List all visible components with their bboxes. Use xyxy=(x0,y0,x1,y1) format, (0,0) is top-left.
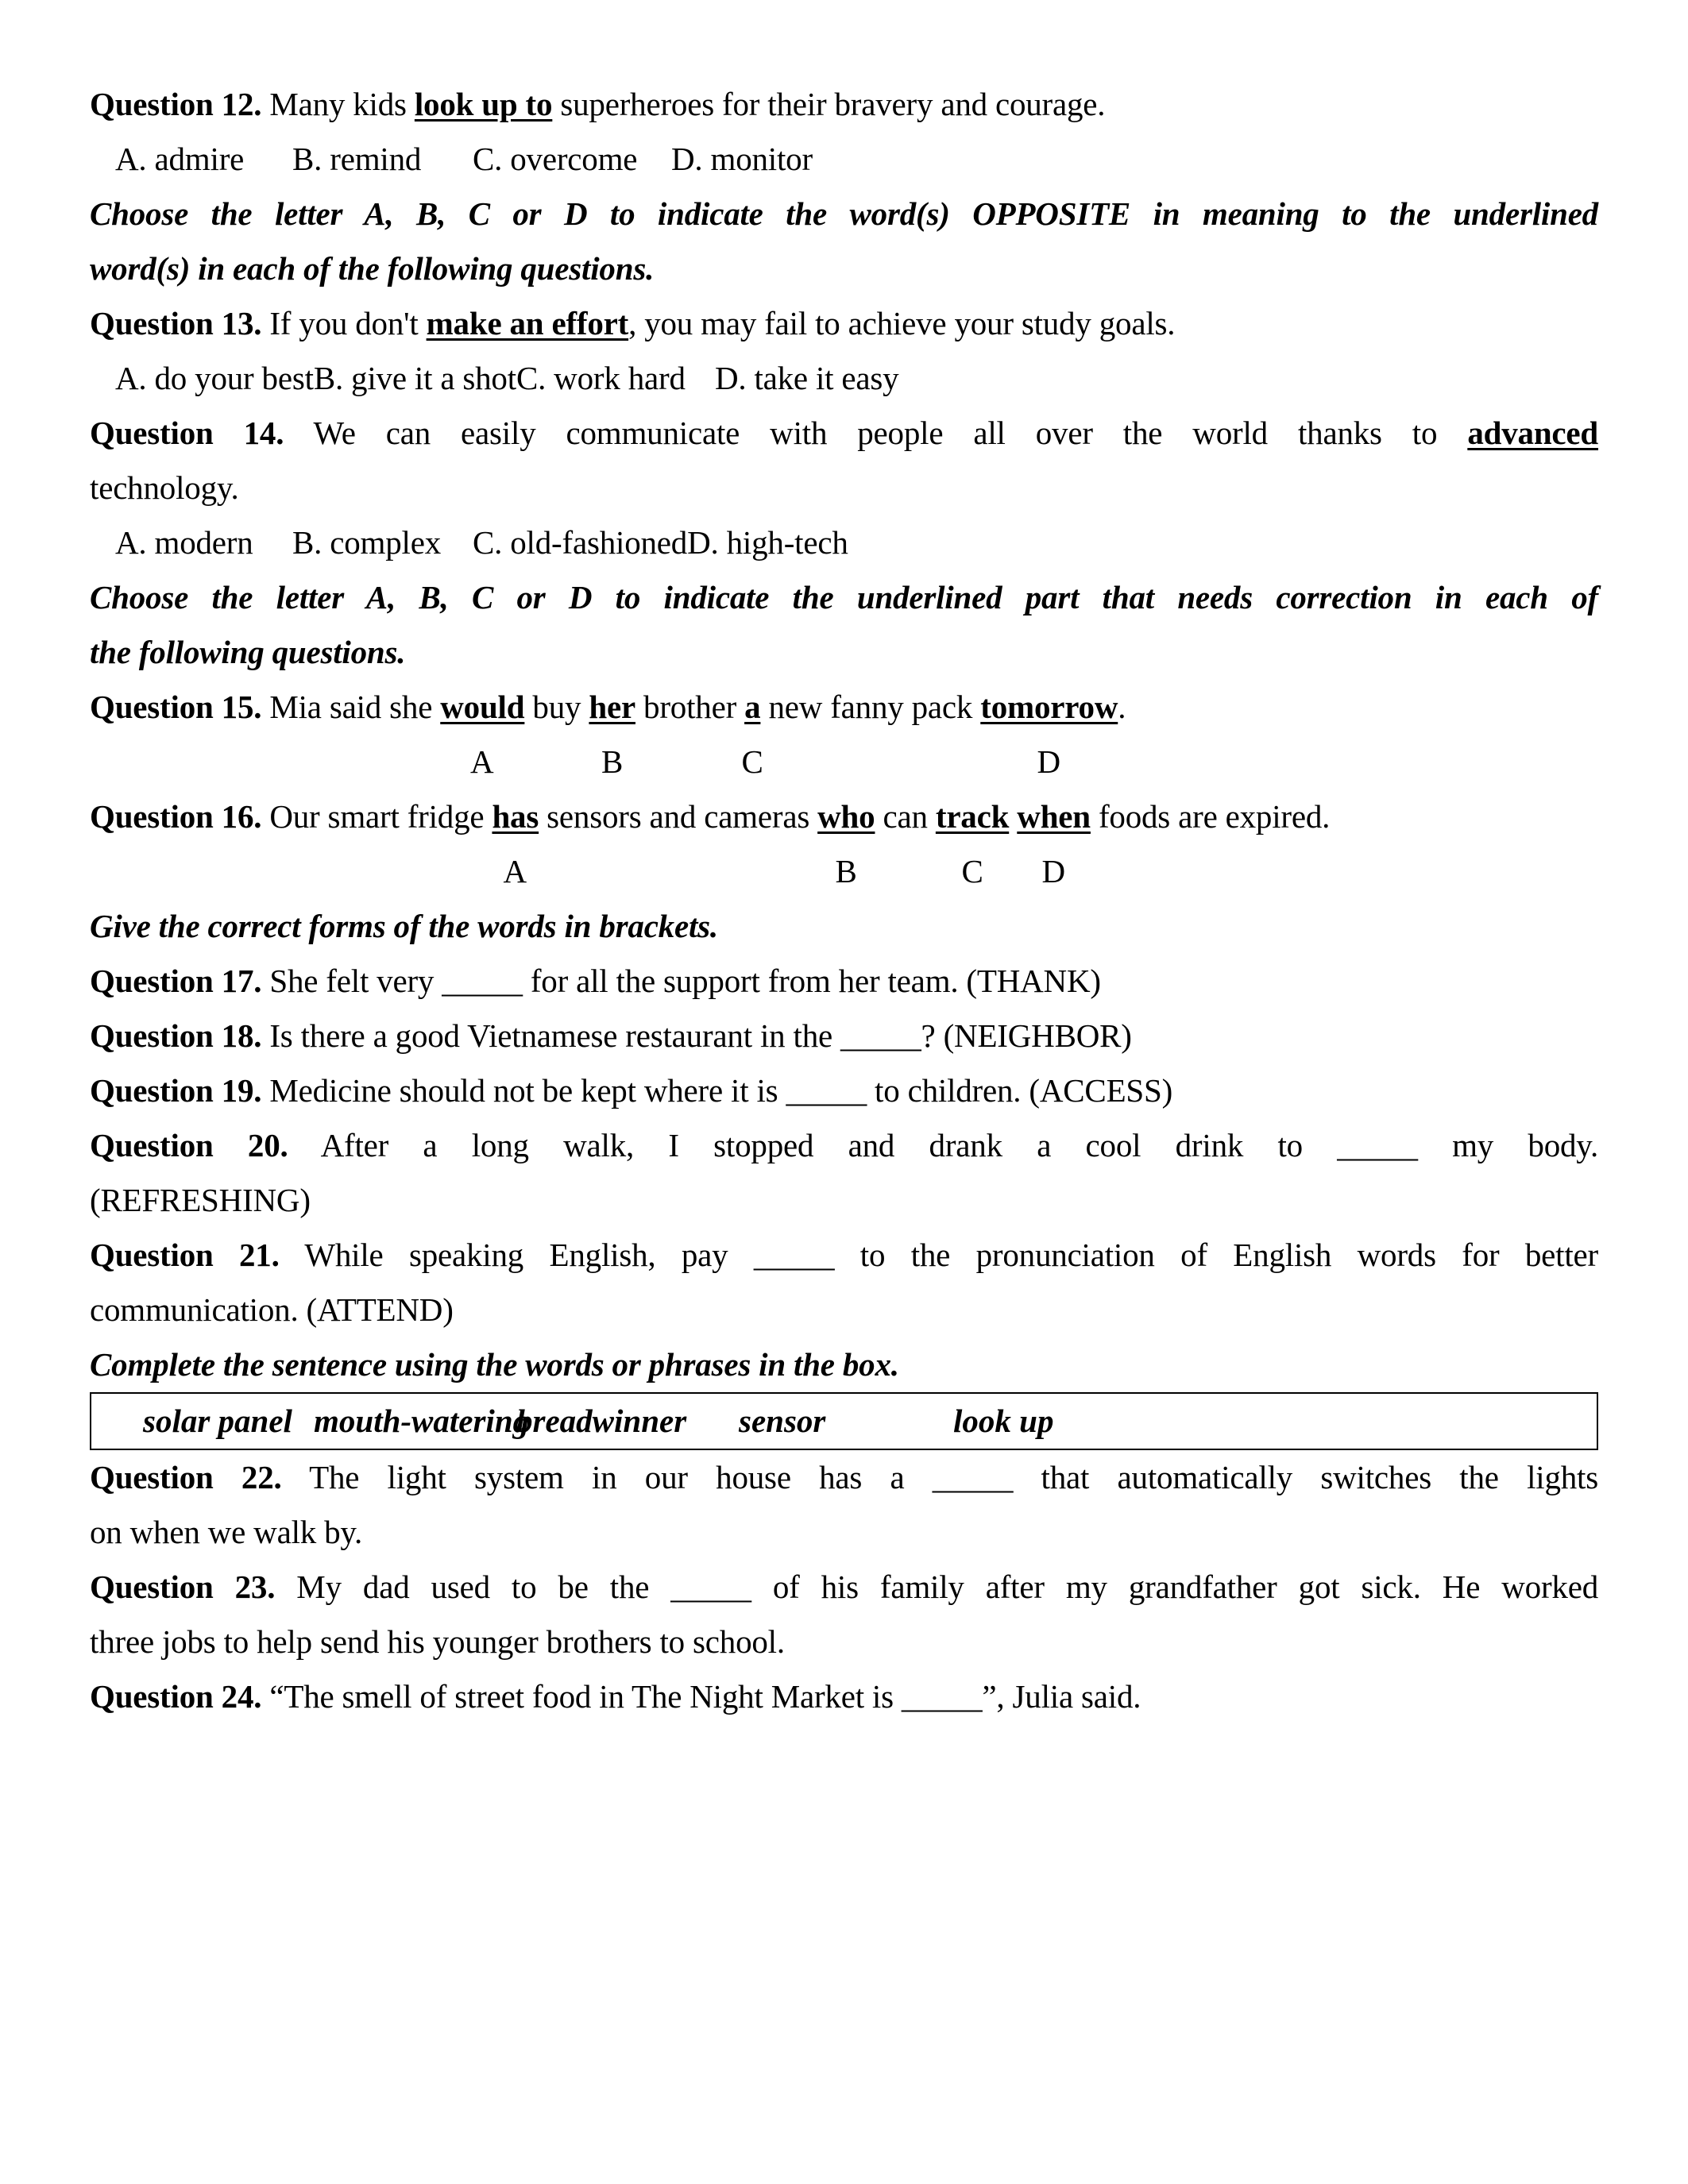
text-run: superheroes for their bravery and courage. xyxy=(552,86,1106,122)
question-label: Question 15. xyxy=(90,689,262,725)
text-run: Is there a good Vietnamese restaurant in the _____? (NEIGHBOR) xyxy=(261,1017,1132,1054)
underlined-term: her xyxy=(589,689,635,725)
question-18 xyxy=(90,1009,1598,1063)
question-12 xyxy=(90,77,1598,132)
answer-option: D. monitor xyxy=(671,141,813,177)
text-run: She felt very _____ for all the support from her team. (THANK) xyxy=(261,963,1101,999)
question-label: Question 13. xyxy=(90,305,262,341)
instruction-correction-line-1 xyxy=(90,570,1598,625)
answer-option: A. modern xyxy=(115,524,253,561)
text-run: While speaking English, pay _____ to the pronunciation of English words for better xyxy=(279,1237,1598,1273)
question-24 xyxy=(90,1669,1598,1724)
text-run: three jobs to help send his younger brothers to school. xyxy=(90,1623,785,1660)
text-run xyxy=(1009,798,1017,835)
underlined-term: a xyxy=(744,689,761,725)
question-14-line-2 xyxy=(90,461,1598,515)
text-run: Many kids xyxy=(261,86,415,122)
text-run: (REFRESHING) xyxy=(90,1182,311,1218)
question-22-line-1 xyxy=(90,1450,1598,1505)
answer-option: B. complex xyxy=(292,524,442,561)
correction-letter: C xyxy=(961,853,983,889)
question-12-options xyxy=(90,132,1598,187)
instruction-word-box xyxy=(90,1337,1598,1392)
question-20-line-1 xyxy=(90,1118,1598,1173)
answer-option: C. old-fashioned xyxy=(473,524,688,561)
question-label: Question 16. xyxy=(90,798,262,835)
correction-letter: C xyxy=(741,743,763,780)
correction-letter: A xyxy=(470,743,494,780)
answer-option: A. do your best xyxy=(115,360,314,396)
answer-option: C. overcome xyxy=(473,141,638,177)
question-23-line-2 xyxy=(90,1615,1598,1669)
text-run: Our smart fridge xyxy=(261,798,492,835)
answer-option: B. remind xyxy=(292,141,422,177)
question-15-letters xyxy=(90,735,1598,789)
underlined-term: look up to xyxy=(414,86,553,122)
text-run: can xyxy=(875,798,936,835)
instruction-opposite-line-2 xyxy=(90,241,1598,296)
text-run: Medicine should not be kept where it is _____ to children. (ACCESS) xyxy=(261,1072,1173,1109)
question-label: Question 24. xyxy=(90,1678,262,1715)
instruction-word-forms xyxy=(90,899,1598,954)
underlined-term: would xyxy=(440,689,525,725)
text-run: My dad used to be the _____ of his family after my grandfather got sick. He worked xyxy=(275,1569,1598,1605)
text-run: technology. xyxy=(90,469,239,506)
question-14-options xyxy=(90,515,1598,570)
question-21-line-2 xyxy=(90,1283,1598,1337)
text-run: The light system in our house has a _____ that automatically switches the lights xyxy=(281,1459,1598,1495)
text-run: Mia said she xyxy=(261,689,441,725)
correction-letter: A xyxy=(503,853,527,889)
text-run: , you may fail to achieve your study goals. xyxy=(628,305,1176,341)
question-14-line-1 xyxy=(90,406,1598,461)
question-23-line-1 xyxy=(90,1560,1598,1615)
correction-letter: B xyxy=(835,853,857,889)
answer-option: A. admire xyxy=(115,141,245,177)
word-bank-item: look up xyxy=(953,1403,1054,1439)
text-run: communication. (ATTEND) xyxy=(90,1291,454,1328)
question-16 xyxy=(90,789,1598,844)
instruction-text: Complete the sentence using the words or phrases in the box. xyxy=(90,1346,899,1383)
correction-letter: D xyxy=(1041,853,1066,889)
question-label: Question 23. xyxy=(90,1569,276,1605)
text-run: . xyxy=(1118,689,1126,725)
underlined-term: advanced xyxy=(1467,415,1599,451)
question-label: Question 19. xyxy=(90,1072,262,1109)
text-run: “The smell of street food in The Night Market is _____”, Julia said. xyxy=(261,1678,1141,1715)
text-run: buy xyxy=(524,689,589,725)
correction-letter: B xyxy=(601,743,624,780)
text-run: After a long walk, I stopped and drank a cool drink to _____ my body. xyxy=(288,1127,1598,1163)
question-20-line-2 xyxy=(90,1173,1598,1228)
text-run: If you don't xyxy=(261,305,427,341)
question-22-line-2 xyxy=(90,1505,1598,1560)
word-bank-item: mouth-watering xyxy=(314,1403,530,1439)
instruction-text: Choose the letter A, B, C or D to indicate the underlined part that needs correction in each of xyxy=(90,579,1598,615)
text-run: on when we walk by. xyxy=(90,1514,363,1550)
question-13 xyxy=(90,296,1598,351)
correction-letter: D xyxy=(1037,743,1061,780)
question-label: Question 17. xyxy=(90,963,262,999)
text-run: sensors and cameras xyxy=(539,798,818,835)
question-label: Question 21. xyxy=(90,1237,280,1273)
word-bank-item: sensor xyxy=(739,1403,826,1439)
word-bank-box xyxy=(90,1392,1598,1450)
text-run: foods are expired. xyxy=(1090,798,1331,835)
text-run: brother xyxy=(635,689,745,725)
text-run: We can easily communicate with people all over the world thanks to xyxy=(284,415,1468,451)
answer-option: D. high-tech xyxy=(687,524,848,561)
word-bank-item: breadwinner xyxy=(516,1403,687,1439)
question-label: Question 22. xyxy=(90,1459,282,1495)
answer-option: C. work hard xyxy=(516,360,686,396)
underlined-term: make an effort xyxy=(426,305,629,341)
underlined-term: tomorrow xyxy=(980,689,1118,725)
question-17 xyxy=(90,954,1598,1009)
document-body xyxy=(90,0,1598,1724)
question-13-options xyxy=(90,351,1598,406)
underlined-term: track xyxy=(935,798,1010,835)
instruction-text: Choose the letter A, B, C or D to indicate the word(s) OPPOSITE in meaning to the underlined xyxy=(90,195,1598,232)
instruction-correction-line-2 xyxy=(90,625,1598,680)
question-19 xyxy=(90,1063,1598,1118)
question-21-line-1 xyxy=(90,1228,1598,1283)
text-run: new fanny pack xyxy=(760,689,981,725)
instruction-opposite-line-1 xyxy=(90,187,1598,241)
instruction-text: Give the correct forms of the words in brackets. xyxy=(90,908,718,944)
instruction-text: word(s) in each of the following questions. xyxy=(90,250,655,287)
answer-option: D. take it easy xyxy=(714,360,899,396)
question-label: Question 20. xyxy=(90,1127,288,1163)
instruction-text: the following questions. xyxy=(90,634,406,670)
question-16-letters xyxy=(90,844,1598,899)
answer-option: B. give it a shot xyxy=(313,360,516,396)
underlined-term: when xyxy=(1017,798,1091,835)
underlined-term: has xyxy=(492,798,539,835)
underlined-term: who xyxy=(817,798,875,835)
question-label: Question 12. xyxy=(90,86,262,122)
word-bank-item: solar panel xyxy=(143,1403,292,1439)
question-label: Question 14. xyxy=(90,415,284,451)
question-15 xyxy=(90,680,1598,735)
question-label: Question 18. xyxy=(90,1017,262,1054)
